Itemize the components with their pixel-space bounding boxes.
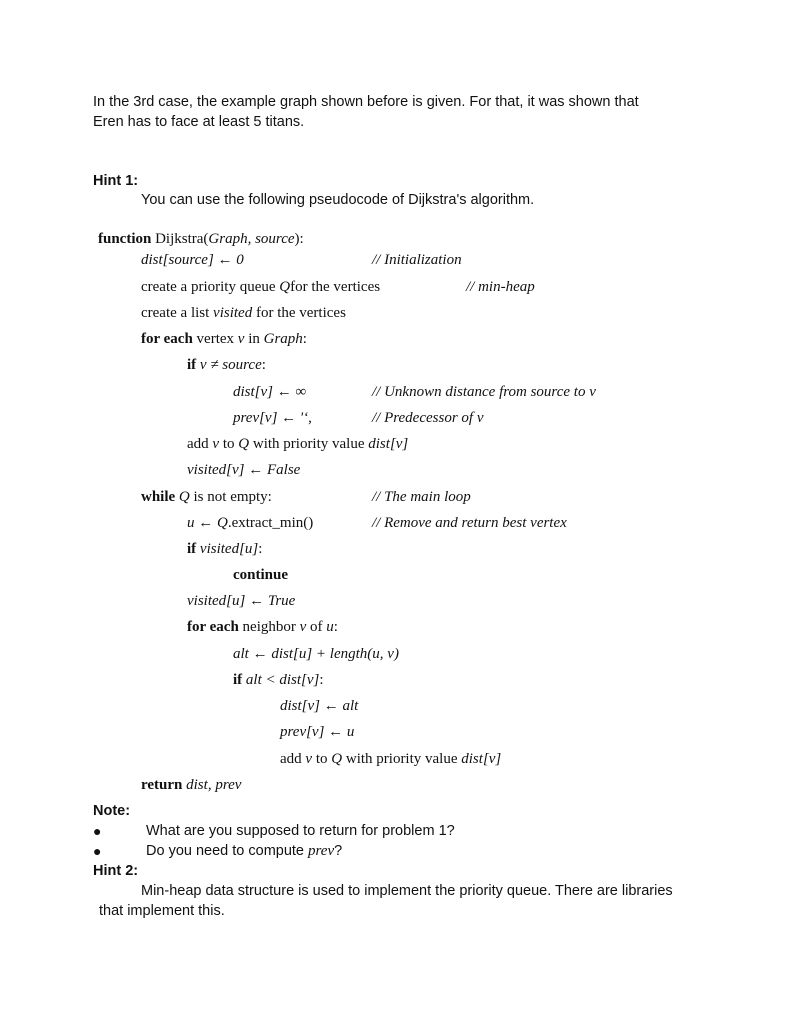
code-line-prev-undefined: prev[v] ← '‘,: [233, 410, 312, 426]
note-item-2: [146, 843, 342, 860]
keyword-while: while: [141, 489, 176, 505]
code-line-create-queue: [141, 279, 380, 296]
code-line-return: [141, 777, 241, 794]
text: for the vertices: [290, 279, 381, 295]
text: with priority value: [249, 436, 369, 452]
comment-main-loop: // The main loop: [372, 489, 471, 505]
text: :: [261, 357, 266, 373]
text: in: [244, 331, 264, 347]
code-line-dist-inf: dist[v] ← ∞: [233, 384, 307, 400]
var-v: v: [299, 619, 307, 635]
code-line-create-visited: [141, 305, 346, 322]
code-line-function: [98, 231, 304, 248]
text: add: [280, 751, 306, 767]
text: for the vertices: [252, 305, 346, 321]
code-line-if-visited: [187, 541, 262, 558]
text: vertex: [192, 331, 238, 347]
text: ?: [334, 843, 343, 859]
note-item-1: What are you supposed to return for problem 1?: [146, 823, 455, 839]
intro-line-2: Eren has to face at least 5 titans.: [93, 114, 305, 130]
var-q: Q: [279, 279, 291, 295]
code-line-visited-false: visited[v] ← False: [187, 462, 301, 478]
keyword-for-each: for each: [187, 619, 239, 635]
code-line-continue: continue: [233, 567, 289, 583]
text: to: [219, 436, 239, 452]
keyword-if: if: [187, 541, 197, 557]
var-visited: visited: [213, 305, 253, 321]
text: of: [306, 619, 327, 635]
expr: visited[u]: [196, 541, 259, 557]
var-v: v: [212, 436, 220, 452]
var-v: v: [237, 331, 245, 347]
text: create a list: [141, 305, 214, 321]
expr: dist, prev: [182, 777, 242, 793]
code-line-extract-min: [187, 515, 313, 532]
code-line-if-not-source: [187, 357, 266, 374]
var-dist-v: dist[v]: [461, 751, 502, 767]
hint1-text: You can use the following pseudocode of Dijkstra's algorithm.: [141, 192, 535, 208]
text: Do you need to compute: [146, 843, 309, 859]
text: :: [302, 331, 307, 347]
bullet-icon: ●: [93, 843, 102, 859]
comment-predecessor: // Predecessor of v: [372, 410, 484, 426]
var-dist-v: dist[v]: [368, 436, 409, 452]
intro-line-1: In the 3rd case, the example graph shown before is given. For that, it was shown that: [93, 94, 639, 110]
var-prev: prev: [308, 843, 335, 859]
text: :: [258, 541, 263, 557]
keyword-return: return: [141, 777, 183, 793]
note-title: Note:: [93, 803, 131, 819]
text: :: [333, 619, 338, 635]
var-graph: Graph: [263, 331, 303, 347]
text: add: [187, 436, 213, 452]
code-line-visited-true: visited[u] ← True: [187, 593, 296, 609]
var-q: Q: [175, 489, 190, 505]
hint2-line-2: that implement this.: [99, 903, 225, 919]
text: .extract_min(): [227, 515, 314, 531]
text: with priority value: [342, 751, 462, 767]
var-q: Q: [238, 436, 250, 452]
text: to: [312, 751, 332, 767]
code-line-alt: alt ← dist[u] + length(u, v): [233, 646, 399, 662]
text: :: [319, 672, 324, 688]
expr: v ≠ source: [196, 357, 262, 373]
text: neighbor: [238, 619, 300, 635]
code-line-while: [141, 489, 272, 506]
var-q: Q: [331, 751, 343, 767]
code-line-for-each-neighbor: [187, 619, 338, 636]
code-line-if-alt: [233, 672, 324, 689]
var-v: v: [305, 751, 313, 767]
var-u: u: [326, 619, 334, 635]
function-name: Dijkstra(: [151, 231, 209, 247]
var-q: Q: [217, 515, 228, 531]
code-line-init: dist[source] ← 0: [141, 252, 244, 268]
comment-min-heap: // min-heap: [466, 279, 535, 295]
comment-unknown-distance: // Unknown distance from source to v: [372, 384, 596, 400]
hint2-line-1: Min-heap data structure is used to implement the priority queue. There are libraries: [141, 883, 673, 899]
bullet-icon: ●: [93, 823, 102, 839]
text: ←: [194, 515, 217, 531]
keyword-function: function: [98, 231, 152, 247]
keyword-if: if: [233, 672, 243, 688]
text: is not empty:: [189, 489, 272, 505]
comment-init: // Initialization: [372, 252, 462, 268]
function-close: ):: [294, 231, 304, 247]
keyword-if: if: [187, 357, 197, 373]
text: create a priority queue: [141, 279, 280, 295]
hint1-title: Hint 1:: [93, 173, 139, 189]
code-line-prev-u: prev[v] ← u: [280, 724, 355, 740]
code-line-for-each-vertex: [141, 331, 307, 348]
code-line-dist-alt: dist[v] ← alt: [280, 698, 359, 714]
var-u: u: [187, 515, 195, 531]
code-line-add-v-to-q-2: [280, 751, 501, 768]
code-line-add-v-to-q: [187, 436, 408, 453]
keyword-for-each: for each: [141, 331, 193, 347]
expr: alt < dist[v]: [242, 672, 320, 688]
comment-remove-best: // Remove and return best vertex: [372, 515, 567, 531]
function-args: Graph, source: [208, 231, 295, 247]
hint2-title: Hint 2:: [93, 863, 139, 879]
